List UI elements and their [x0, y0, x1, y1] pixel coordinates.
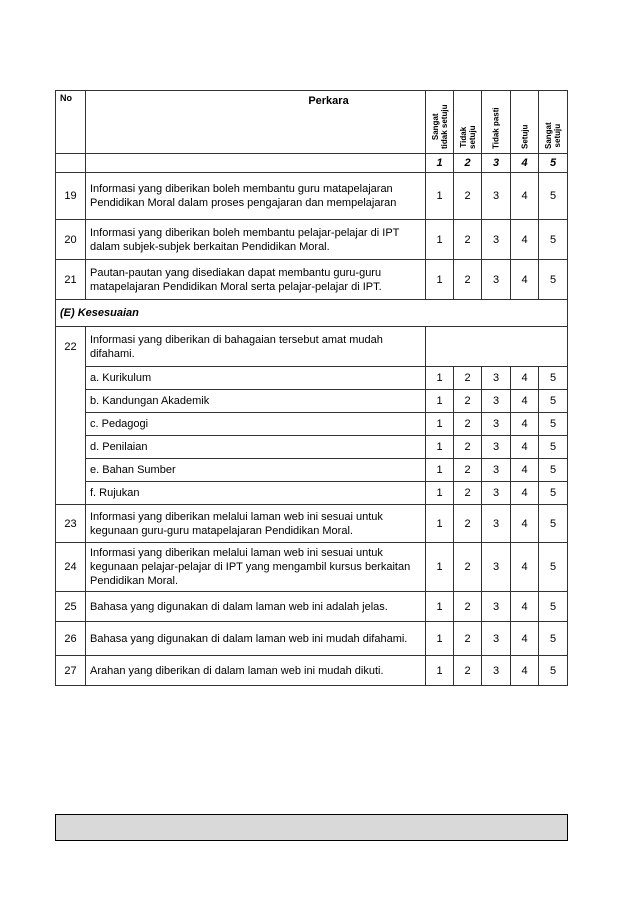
header-scale-4: Setuju — [511, 91, 539, 154]
question-number: 26 — [56, 622, 86, 656]
score-option[interactable]: 1 — [426, 220, 454, 260]
score-option[interactable]: 3 — [482, 413, 511, 436]
blank-cell — [56, 482, 86, 505]
score-option[interactable]: 4 — [511, 413, 539, 436]
question-row — [56, 543, 568, 592]
question-row — [56, 173, 568, 220]
scale-number: 3 — [482, 154, 511, 173]
score-option[interactable]: 5 — [539, 260, 568, 300]
score-option[interactable]: 2 — [454, 656, 482, 686]
question-text: Informasi yang diberikan di bahagaian tersebut amat mudah difahami. — [86, 327, 426, 367]
score-option[interactable]: 3 — [482, 543, 511, 592]
subitem-label: c. Pedagogi — [86, 413, 426, 436]
score-option[interactable]: 5 — [539, 543, 568, 592]
score-option[interactable]: 3 — [482, 367, 511, 390]
score-option[interactable]: 5 — [539, 622, 568, 656]
header-scale-2: Tidak setuju — [454, 91, 482, 154]
scale-number: 1 — [426, 154, 454, 173]
score-option[interactable]: 1 — [426, 543, 454, 592]
subitem-row — [56, 390, 568, 413]
question-number: 19 — [56, 173, 86, 220]
question-text: Informasi yang diberikan boleh membantu pelajar-pelajar di IPT dalam subjek-subjek berkaitan Pendidikan Moral. — [86, 220, 426, 260]
score-option[interactable]: 1 — [426, 436, 454, 459]
score-option[interactable]: 1 — [426, 173, 454, 220]
question-row — [56, 622, 568, 656]
score-option[interactable]: 5 — [539, 436, 568, 459]
question-text: Pautan-pautan yang disediakan dapat membantu guru-guru matapelajaran Pendidikan Moral serta pelajar-pelajar di IPT. — [86, 260, 426, 300]
subitem-label: d. Penilaian — [86, 436, 426, 459]
score-option[interactable]: 5 — [539, 505, 568, 543]
question-row — [56, 260, 568, 300]
score-option[interactable]: 1 — [426, 622, 454, 656]
score-option[interactable]: 4 — [511, 505, 539, 543]
score-option[interactable]: 1 — [426, 260, 454, 300]
question-number: 24 — [56, 543, 86, 592]
score-option[interactable]: 4 — [511, 436, 539, 459]
header-scale-1: Sangat tidak setuju — [426, 91, 454, 154]
footer-bar — [55, 814, 568, 841]
score-option[interactable]: 2 — [454, 390, 482, 413]
score-option[interactable]: 5 — [539, 592, 568, 622]
blank-cell — [56, 367, 86, 390]
score-option[interactable]: 4 — [511, 543, 539, 592]
question-number: 21 — [56, 260, 86, 300]
score-option[interactable]: 2 — [454, 505, 482, 543]
score-option[interactable]: 3 — [482, 260, 511, 300]
blank-cell — [56, 390, 86, 413]
subitem-row — [56, 413, 568, 436]
score-option[interactable]: 5 — [539, 173, 568, 220]
subitem-label: f. Rujukan — [86, 482, 426, 505]
score-option[interactable]: 4 — [511, 173, 539, 220]
score-option[interactable]: 2 — [454, 459, 482, 482]
score-option[interactable]: 3 — [482, 220, 511, 260]
score-option[interactable]: 2 — [454, 413, 482, 436]
blank-cell — [56, 459, 86, 482]
score-option[interactable]: 2 — [454, 220, 482, 260]
score-option[interactable]: 4 — [511, 622, 539, 656]
question-number: 22 — [56, 327, 86, 367]
subitem-label: e. Bahan Sumber — [86, 459, 426, 482]
header-scale-5: Sangat setuju — [539, 91, 568, 154]
score-option[interactable]: 4 — [511, 367, 539, 390]
question-text: Informasi yang diberikan boleh membantu guru matapelajaran Pendidikan Moral dalam proses pengajaran dan mempelajaran — [86, 173, 426, 220]
question-text: Bahasa yang digunakan di dalam laman web ini mudah difahami. — [86, 622, 426, 656]
question-row — [56, 656, 568, 686]
question-text: Informasi yang diberikan melalui laman web ini sesuai untuk kegunaan pelajar-pelajar di IPT yang mengambil kursus berkaitan Pendidikan Moral. — [86, 543, 426, 592]
score-option[interactable]: 2 — [454, 436, 482, 459]
subitem-row — [56, 459, 568, 482]
score-option[interactable]: 3 — [482, 482, 511, 505]
scale-number-row — [56, 154, 568, 173]
score-option[interactable]: 1 — [426, 390, 454, 413]
question-number: 25 — [56, 592, 86, 622]
header-row — [56, 91, 568, 154]
score-option[interactable]: 3 — [482, 173, 511, 220]
score-option[interactable]: 4 — [511, 459, 539, 482]
question-row — [56, 505, 568, 543]
blank-cell — [56, 413, 86, 436]
score-option[interactable]: 2 — [454, 482, 482, 505]
blank-cell — [56, 436, 86, 459]
question-number: 23 — [56, 505, 86, 543]
score-option[interactable]: 1 — [426, 482, 454, 505]
questionnaire-table — [55, 90, 568, 686]
score-option[interactable]: 1 — [426, 505, 454, 543]
score-option[interactable]: 3 — [482, 390, 511, 413]
score-option[interactable]: 2 — [454, 173, 482, 220]
score-option[interactable]: 2 — [454, 543, 482, 592]
score-option[interactable]: 3 — [482, 656, 511, 686]
question-number: 27 — [56, 656, 86, 686]
blank-score-cell — [426, 327, 568, 367]
question-row — [56, 220, 568, 260]
score-option[interactable]: 3 — [482, 505, 511, 543]
score-option[interactable]: 5 — [539, 390, 568, 413]
question-text: Bahasa yang digunakan di dalam laman web ini adalah jelas. — [86, 592, 426, 622]
subitem-label: b. Kandungan Akademik — [86, 390, 426, 413]
subitem-label: a. Kurikulum — [86, 367, 426, 390]
subitem-row — [56, 436, 568, 459]
header-scale-3: Tidak pasti — [482, 91, 511, 154]
score-option[interactable]: 1 — [426, 592, 454, 622]
score-option[interactable]: 4 — [511, 260, 539, 300]
score-option[interactable]: 3 — [482, 622, 511, 656]
question-row — [56, 327, 568, 367]
score-option[interactable]: 4 — [511, 390, 539, 413]
score-option[interactable]: 5 — [539, 459, 568, 482]
header-perkara: Perkara — [86, 91, 426, 154]
subitem-row — [56, 367, 568, 390]
question-text: Arahan yang diberikan di dalam laman web ini mudah dikuti. — [86, 656, 426, 686]
scale-number: 5 — [539, 154, 568, 173]
score-option[interactable]: 1 — [426, 459, 454, 482]
score-option[interactable]: 1 — [426, 367, 454, 390]
subitem-row — [56, 482, 568, 505]
header-no: No — [56, 91, 86, 154]
scale-number: 2 — [454, 154, 482, 173]
score-option[interactable]: 1 — [426, 656, 454, 686]
score-option[interactable]: 4 — [511, 482, 539, 505]
score-option[interactable]: 2 — [454, 592, 482, 622]
score-option[interactable]: 2 — [454, 367, 482, 390]
blank-cell — [56, 154, 86, 173]
score-option[interactable]: 2 — [454, 260, 482, 300]
question-number: 20 — [56, 220, 86, 260]
score-option[interactable]: 4 — [511, 220, 539, 260]
score-option[interactable]: 3 — [482, 592, 511, 622]
score-option[interactable]: 5 — [539, 482, 568, 505]
score-option[interactable]: 2 — [454, 622, 482, 656]
section-title: (E) Kesesuaian — [56, 300, 568, 327]
score-option[interactable]: 4 — [511, 592, 539, 622]
blank-cell — [86, 154, 426, 173]
score-option[interactable]: 5 — [539, 367, 568, 390]
question-row — [56, 592, 568, 622]
score-option[interactable]: 4 — [511, 656, 539, 686]
score-option[interactable]: 5 — [539, 220, 568, 260]
score-option[interactable]: 5 — [539, 413, 568, 436]
score-option[interactable]: 5 — [539, 656, 568, 686]
score-option[interactable]: 3 — [482, 436, 511, 459]
score-option[interactable]: 3 — [482, 459, 511, 482]
score-option[interactable]: 1 — [426, 413, 454, 436]
scale-number: 4 — [511, 154, 539, 173]
section-row — [56, 300, 568, 327]
question-text: Informasi yang diberikan melalui laman web ini sesuai untuk kegunaan guru-guru matapelajaran Pendidikan Moral. — [86, 505, 426, 543]
